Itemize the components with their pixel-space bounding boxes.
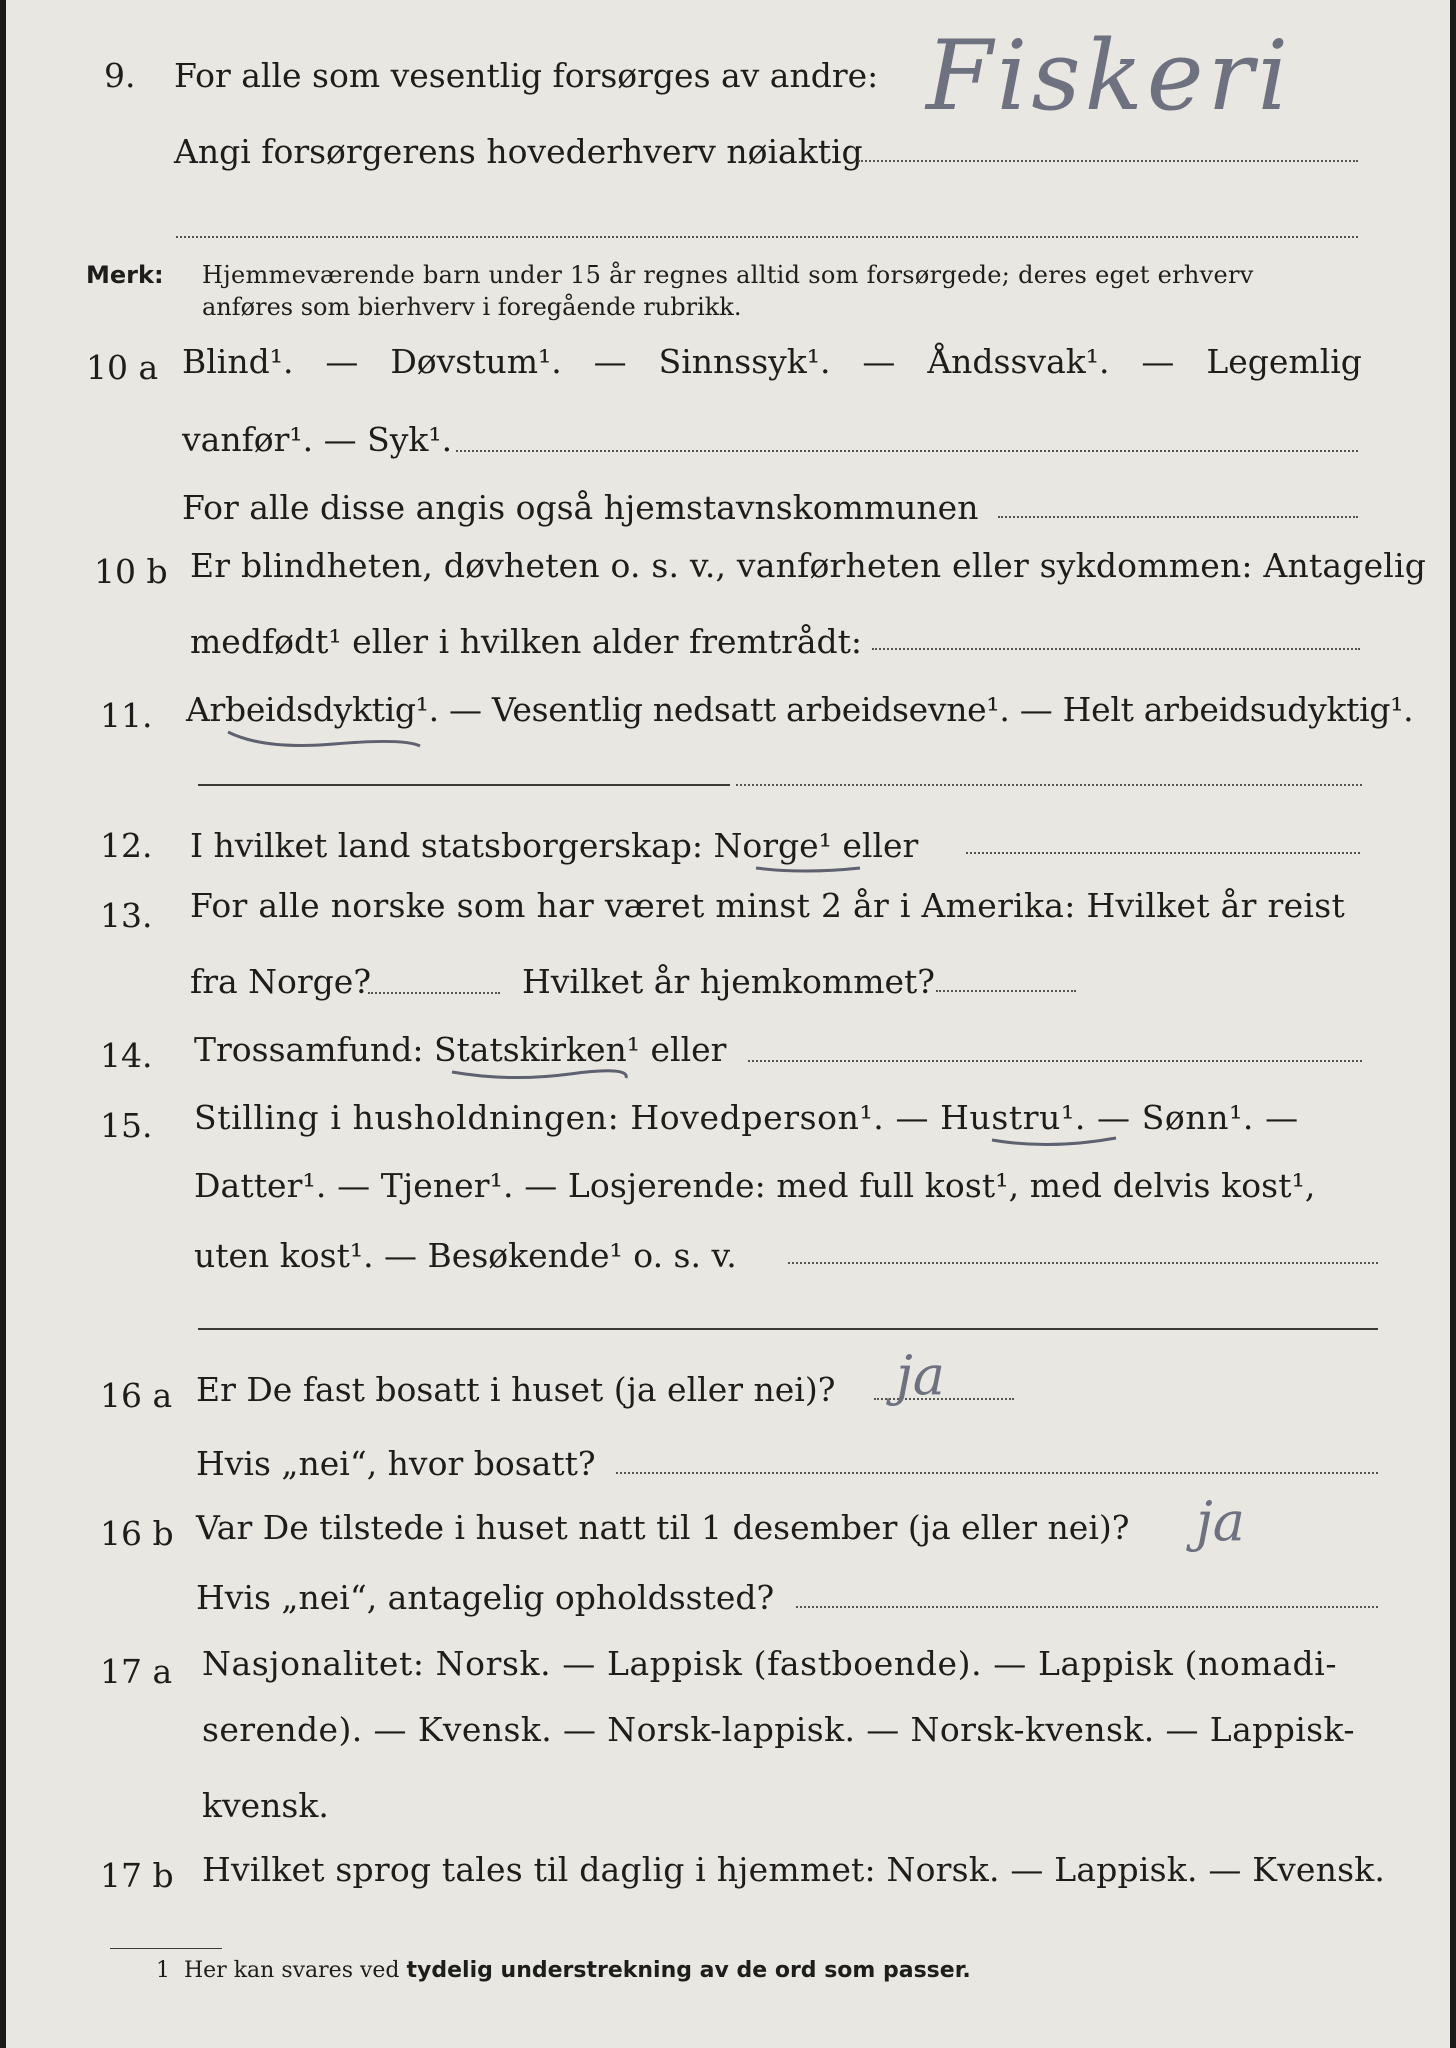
q9-answer-line[interactable]: [858, 160, 1358, 162]
q16a-line1: Er De fast bosatt i huset (ja eller nei)?: [196, 1370, 836, 1409]
q13-line2b: Hvilket år hjemkommet?: [522, 962, 935, 1001]
q10a-line2: vanfør¹. — Syk¹.: [182, 420, 453, 459]
footnote-mark: 1: [156, 1958, 170, 1983]
q14-line1: Trossamfund: Statskirken¹ eller: [194, 1030, 727, 1069]
q12-line1: I hvilket land statsborgerskap: Norge¹ eller: [190, 826, 919, 865]
q10a-legemlig: Legemlig: [1206, 342, 1362, 381]
q10b-answer-line[interactable]: [872, 648, 1360, 650]
q9-number: 9.: [104, 56, 136, 95]
q16b-line2: Hvis „nei“, antagelig opholdssted?: [196, 1578, 775, 1617]
q11-answer-line[interactable]: [736, 784, 1362, 786]
underline-norge: [754, 860, 864, 880]
q10b-line2: medfødt¹ eller i hvilken alder fremtrådt:: [190, 622, 863, 661]
q11-rule-left: [198, 784, 730, 786]
footnote-text: Her kan svares ved: [184, 1958, 400, 1983]
q14-number: 14.: [100, 1036, 153, 1075]
footnote-rule: [110, 1948, 222, 1949]
merk-line1: Hjemmeværende barn under 15 år regnes alltid som forsørgede; deres eget erhverv: [202, 261, 1254, 289]
q10b-number: 10 b: [94, 552, 168, 591]
q10b-line1: Er blindheten, døvheten o. s. v., vanførheten eller sykdommen: Antagelig: [190, 546, 1427, 585]
q11-number: 11.: [100, 696, 153, 735]
q10a-line1: [182, 342, 1362, 382]
q9-extra-line[interactable]: [176, 236, 1358, 238]
q16a-handwritten-answer: ja: [896, 1344, 945, 1407]
q10a-hjemstavn-line[interactable]: [998, 516, 1358, 518]
merk-label: Merk:: [86, 261, 164, 289]
q10a-number: 10 a: [86, 348, 159, 387]
q10a-dovstum: Døvstum¹.: [390, 342, 562, 381]
q9-line1: For alle som vesentlig forsørges av andre:: [174, 56, 879, 95]
q15-answer-line[interactable]: [788, 1262, 1378, 1264]
q13-line1: For alle norske som har været minst 2 år i Amerika: Hvilket år reist: [190, 886, 1346, 925]
q17a-number: 17 a: [100, 1652, 173, 1691]
q16b-opholdssted-answer-line[interactable]: [796, 1606, 1378, 1608]
q12-number: 12.: [100, 826, 153, 865]
q10a-andssvak: Åndssvak¹.: [927, 342, 1110, 381]
q16a-line2: Hvis „nei“, hvor bosatt?: [196, 1444, 596, 1483]
footnote-bold: tydelig understrekning av de ord som passer.: [406, 1958, 971, 1983]
q9-line2: Angi forsørgerens hovederhverv nøiaktig: [174, 132, 863, 171]
underline-arbeidsdyktig: [224, 724, 424, 754]
underline-statskirken: [450, 1060, 630, 1086]
census-form-page: [6, 0, 1450, 2048]
q12-answer-line[interactable]: [966, 852, 1360, 854]
q15-line2: Datter¹. — Tjener¹. — Losjerende: med full kost¹, med delvis kost¹,: [194, 1166, 1316, 1205]
q13-line2a: fra Norge?: [190, 962, 372, 1001]
q17a-line3: kvensk.: [202, 1786, 329, 1825]
q15-line3: uten kost¹. — Besøkende¹ o. s. v.: [194, 1236, 737, 1275]
q17a-line2: serende). — Kvensk. — Norsk-lappisk. — Norsk-kvensk. — Lappisk-: [202, 1710, 1355, 1749]
merk-line2: anføres som bierhverv i foregående rubrikk.: [202, 293, 742, 321]
q16b-line1: Var De tilstede i huset natt til 1 desember (ja eller nei)?: [196, 1508, 1130, 1547]
q10a-dash: —: [862, 342, 896, 381]
q17a-line1: Nasjonalitet: Norsk. — Lappisk (fastboende). — Lappisk (nomadi-: [202, 1644, 1338, 1683]
q16b-handwritten-answer: ja: [1196, 1490, 1245, 1553]
q16a-number: 16 a: [100, 1376, 173, 1415]
q15-number: 15.: [100, 1106, 153, 1145]
q16a-bosatt-answer-line[interactable]: [616, 1472, 1378, 1474]
q16b-number: 16 b: [100, 1514, 174, 1553]
q14-answer-line[interactable]: [748, 1060, 1362, 1062]
q10a-dash: —: [325, 342, 359, 381]
q13-hjemkommet-answer-line[interactable]: [936, 990, 1076, 992]
q15-rule: [198, 1328, 1378, 1330]
q11-line1: Arbeidsdyktig¹. — Vesentlig nedsatt arbeidsevne¹. — Helt arbeidsudyktig¹.: [186, 690, 1414, 729]
q15-line1: Stilling i husholdningen: Hovedperson¹. — Hustru¹. — Sønn¹. —: [194, 1098, 1299, 1137]
q13-number: 13.: [100, 896, 153, 935]
q9-handwritten-answer: Fiskeri: [926, 20, 1293, 132]
q10a-dash: —: [593, 342, 627, 381]
q13-reist-answer-line[interactable]: [368, 992, 500, 994]
footnote: [156, 1958, 971, 1983]
q10a-answer-line[interactable]: [456, 450, 1358, 452]
q10a-sinnssyk: Sinnssyk¹.: [658, 342, 831, 381]
q10a-line3: For alle disse angis også hjemstavnskommunen: [182, 488, 979, 527]
underline-hustru: [990, 1132, 1120, 1154]
q10a-dash: —: [1141, 342, 1175, 381]
q17b-number: 17 b: [100, 1856, 174, 1895]
q10a-blind: Blind¹.: [182, 342, 294, 381]
q17b-line1: Hvilket sprog tales til daglig i hjemmet: Norsk. — Lappisk. — Kvensk.: [202, 1850, 1386, 1889]
